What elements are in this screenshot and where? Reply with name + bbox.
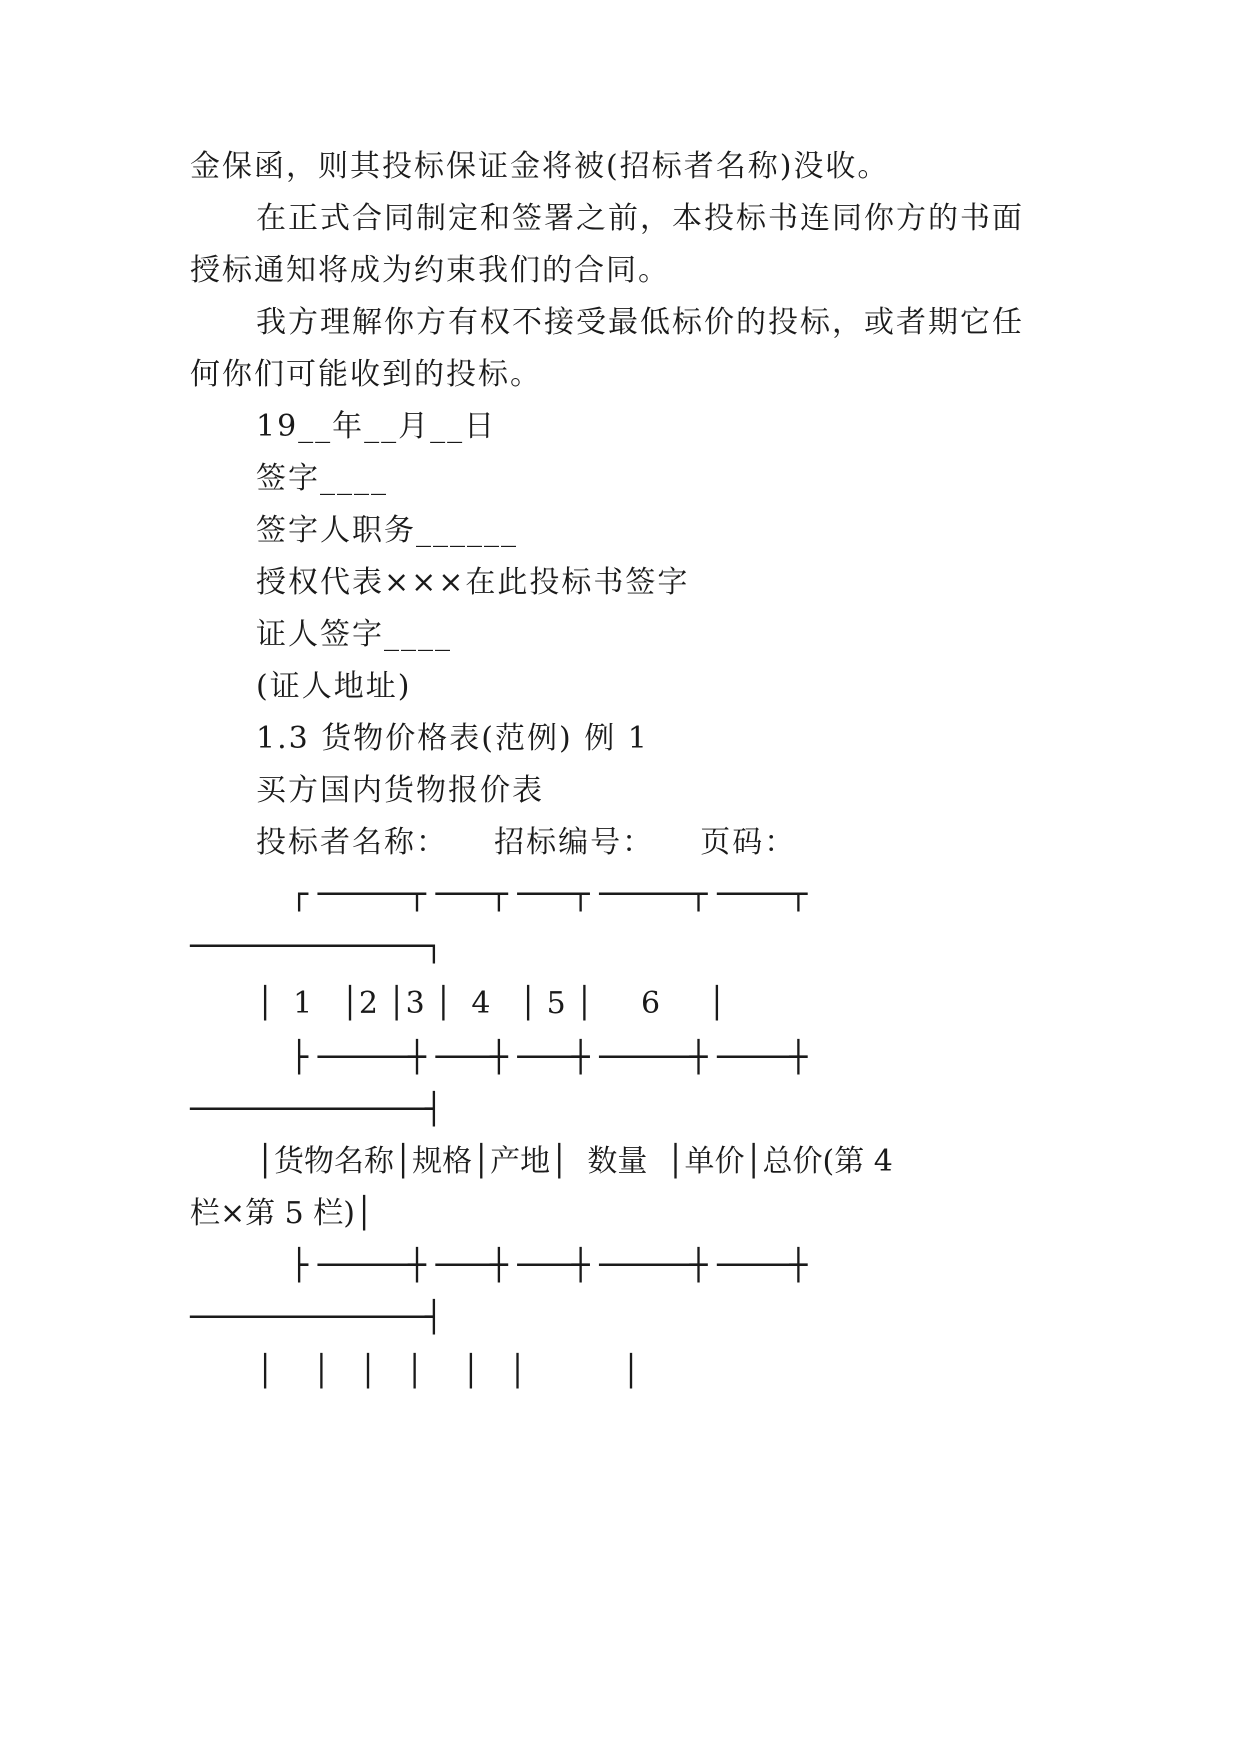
signer-title-line: 签字人职务______: [256, 513, 518, 548]
table-column-numbers: │ 1 │2 │3 │ 4 │ 5 │ 6 │: [256, 986, 726, 1021]
witness-signature-line: 证人签字____: [256, 617, 452, 652]
table-separator-1b: ─────────────┤: [190, 1092, 443, 1127]
witness-address-line: (证人地址): [256, 669, 412, 704]
table-title: 买方国内货物报价表: [256, 773, 544, 808]
section-heading: 1.3 货物价格表(范例) 例 1: [256, 721, 649, 756]
paragraph-lowest-bid-line1: 我方理解你方有权不接受最低标价的投标，或者期它任: [256, 305, 1024, 340]
table-separator-2b: ─────────────┤: [190, 1300, 443, 1335]
paragraph-contract-line2: 授标通知将成为约束我们的合同。: [190, 253, 670, 288]
paragraph-lowest-bid-line2: 何你们可能收到的投标。: [190, 357, 542, 392]
table-top-border-b: ─────────────┐: [190, 929, 443, 964]
paragraph-contract-line1: 在正式合同制定和签署之前，本投标书连同你方的书面: [256, 201, 1024, 236]
paragraph-guarantee: 金保函，则其投标保证金将被(招标者名称)没收。: [190, 149, 890, 184]
table-empty-row: │ │ │ │ │ │ │: [256, 1354, 640, 1389]
table-top-border-a: ┌ ─────┬ ───┬ ───┬ ─────┬ ────┬: [290, 877, 808, 912]
signature-line: 签字____: [256, 461, 388, 496]
date-line: 19__年__月__日: [256, 409, 497, 444]
table-header-row-b: 栏×第 5 栏)│: [190, 1196, 374, 1231]
table-header-row-a: │货物名称│规格│产地│ 数量 │单价│总价(第 4: [256, 1144, 893, 1179]
table-header-fields: 投标者名称： 招标编号： 页码：: [256, 825, 797, 860]
authorized-representative-line: 授权代表×××在此投标书签字: [256, 565, 690, 600]
table-separator-2a: ├ ─────┼ ───┼ ───┼ ─────┼ ────┼: [290, 1248, 808, 1283]
table-separator-1a: ├ ─────┼ ───┼ ───┼ ─────┼ ────┼: [290, 1040, 808, 1075]
